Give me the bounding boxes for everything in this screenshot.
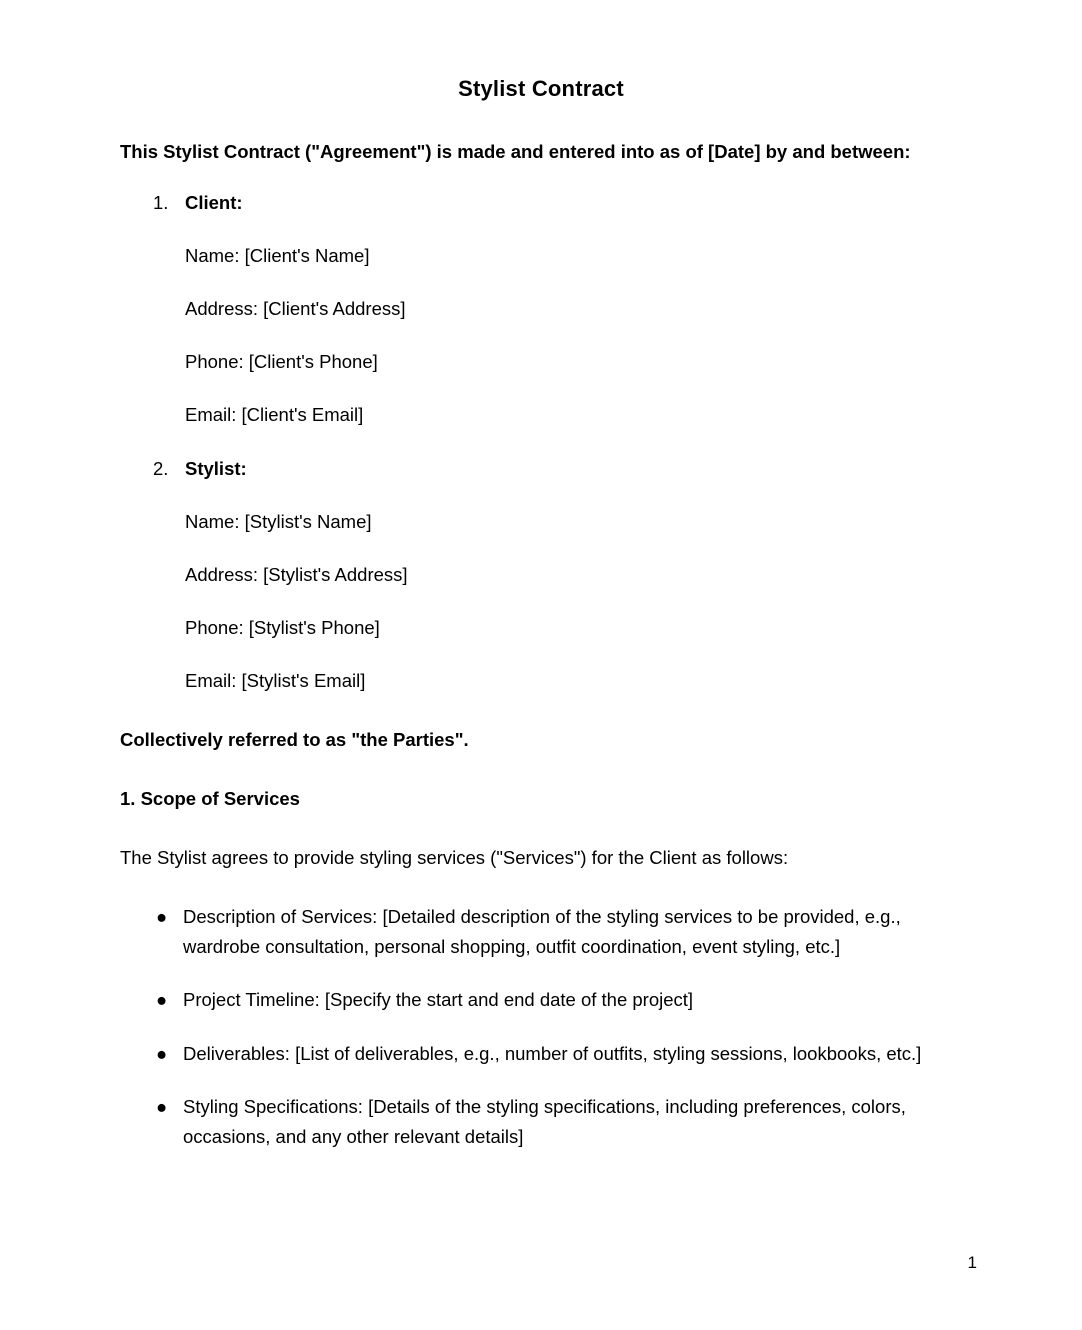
bullet-disc-icon: ●	[156, 906, 168, 927]
page-title: Stylist Contract	[458, 76, 624, 101]
party-label-stylist: Stylist:	[185, 458, 247, 479]
bullet-text-styling-specifications: Styling Specifications: [Details of the styling specifications, including preferences, colors, occasions, and any other relevant details]	[183, 1096, 906, 1147]
intro-paragraph: This Stylist Contract ("Agreement") is made and entered into as of [Date] by and between:	[120, 141, 911, 162]
parties-list	[120, 188, 957, 696]
section-heading-scope-of-services: 1. Scope of Services	[120, 788, 300, 809]
bullet-disc-icon: ●	[156, 989, 168, 1010]
stylist-name-field: Name: [Stylist's Name]	[185, 511, 372, 532]
scope-lead-paragraph: The Stylist agrees to provide styling services ("Services") for the Client as follows:	[120, 847, 789, 868]
spacer	[120, 756, 957, 784]
spacer	[120, 874, 957, 902]
bullet-text-project-timeline: Project Timeline: [Specify the start and end date of the project]	[183, 989, 694, 1010]
list-item	[120, 1092, 957, 1151]
client-email-field: Email: [Client's Email]	[185, 404, 364, 425]
client-name-field: Name: [Client's Name]	[185, 245, 370, 266]
bullet-disc-icon: ●	[156, 1042, 168, 1064]
document-body	[0, 102, 1082, 1151]
stylist-phone-field: Phone: [Stylist's Phone]	[185, 617, 380, 638]
client-phone-field: Phone: [Client's Phone]	[185, 351, 378, 372]
stylist-email-field: Email: [Stylist's Email]	[185, 670, 366, 691]
stylist-address-field: Address: [Stylist's Address]	[185, 564, 408, 585]
party-label-client: Client:	[185, 192, 243, 213]
collectively-paragraph: Collectively referred to as "the Parties".	[120, 729, 469, 750]
list-item	[120, 985, 957, 1015]
bullet-text-deliverables: Deliverables: [List of deliverables, e.g., number of outfits, styling sessions, lookbooks, etc.]	[183, 1042, 922, 1064]
bullet-text-description-of-services: Description of Services: [Detailed description of the styling services to be provided, e.g., wardrobe consultation, personal shopping, outfit coordination, event styling, etc.]	[183, 906, 901, 957]
bullet-disc-icon: ●	[156, 1096, 168, 1117]
list-item	[120, 1039, 957, 1069]
scope-bullet-list	[120, 902, 957, 1151]
party-marker: 1.	[153, 192, 169, 213]
client-address-field: Address: [Client's Address]	[185, 298, 406, 319]
party-marker: 2.	[153, 458, 169, 479]
list-item-party-client	[120, 188, 957, 430]
list-item	[120, 902, 957, 961]
spacer	[120, 814, 957, 842]
spacer	[120, 696, 957, 724]
spacer	[120, 168, 957, 188]
list-item-party-stylist	[120, 454, 957, 696]
page-number: 1	[967, 1253, 977, 1272]
